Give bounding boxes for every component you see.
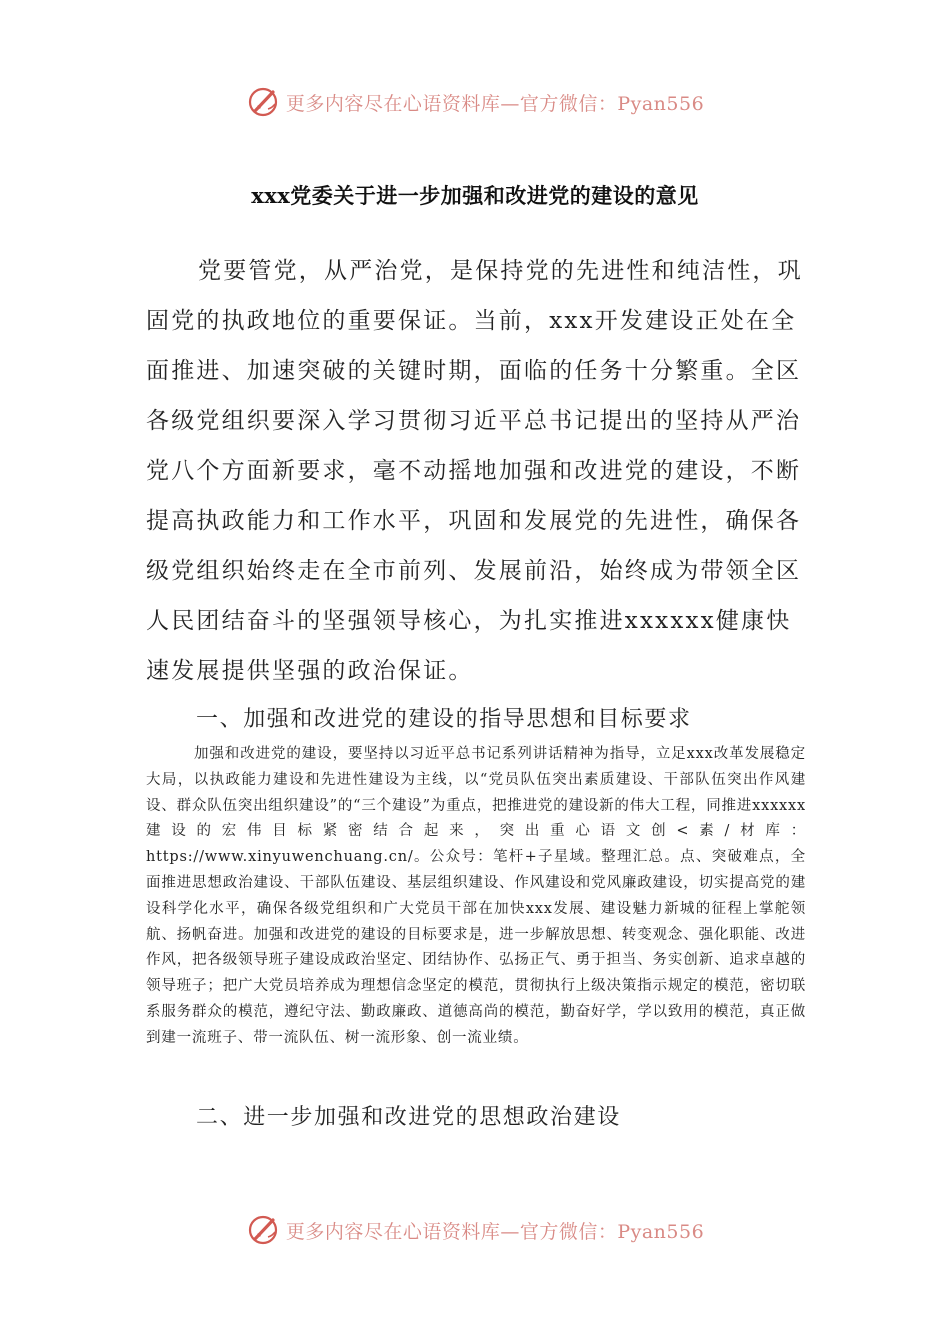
document-title: xxx党委关于进一步加强和改进党的建设的意见	[251, 183, 699, 208]
watermark-text-top: 更多内容尽在心语资料库—官方微信：Pyan556	[285, 92, 705, 115]
watermark-text-bottom: 更多内容尽在心语资料库—官方微信：Pyan556	[285, 1220, 705, 1243]
pen-logo-icon	[246, 84, 282, 120]
section-2-heading: 二、进一步加强和改进党的思想政治建设	[196, 1105, 621, 1130]
watermark-banner-bottom	[0, 1210, 950, 1250]
pen-logo-icon	[246, 1212, 282, 1248]
section-1-heading: 一、加强和改进党的建设的指导思想和目标要求	[196, 707, 692, 732]
intro-paragraph: 党要管党，从严治党，是保持党的先进性和纯洁性，巩固党的执政地位的重要保证。当前，xxx开发建设正处在全面推进、加速突破的关键时期，面临的任务十分繁重。全区各级党组织要深入学习贯彻习近平总书记提出的坚持从严治党八个方面新要求，毫不动摇地加强和改进党的建设，不断提高执政能力和工作水平，巩固和发展党的先进性，确保各级党组织始终走在全市前列、发展前沿，始终成为带领全区人民团结奋斗的坚强领导核心，为扎实推进xxxxxx健康快速发展提供坚强的政治保证。	[146, 258, 803, 684]
section-1-body: 加强和改进党的建设，要坚持以习近平总书记系列讲话精神为指导，立足xxx改革发展稳定大局，以执政能力建设和先进性建设为主线，以“党员队伍突出素质建设、干部队伍突出作风建设、群众队伍突出组织建设”的“三个建设”为重点，把推进党的建设新的伟大工程，同推进xxxxxx建设的宏伟目标紧密结合起来，突出重心语文创<素/材库：https://www.xinyuwenchuang.cn/。公众号：笔杆+子星域。整理汇总。点、突破难点，全面推进思想政治建设、干部队伍建设、基层组织建设、作风建设和党风廉政建设，切实提高党的建设科学化水平，确保各级党组织和广大党员干部在加快xxx发展、建设魅力新城的征程上掌舵领航、扬帆奋进。加强和改进党的建设的目标要求是，进一步解放思想、转变观念、强化职能、改进作风，把各级领导班子建设成政治坚定、团结协作、弘扬正气、勇于担当、务实创新、追求卓越的领导班子；把广大党员培养成为理想信念坚定的模范，贯彻执行上级决策指示规定的模范，密切联系服务群众的模范，遵纪守法、勤政廉政、道德高尚的模范，勤奋好学，学以致用的模范，真正做到建一流班子、带一流队伍、树一流形象、创一流业绩。	[146, 746, 806, 1046]
watermark-banner-top	[0, 82, 950, 122]
